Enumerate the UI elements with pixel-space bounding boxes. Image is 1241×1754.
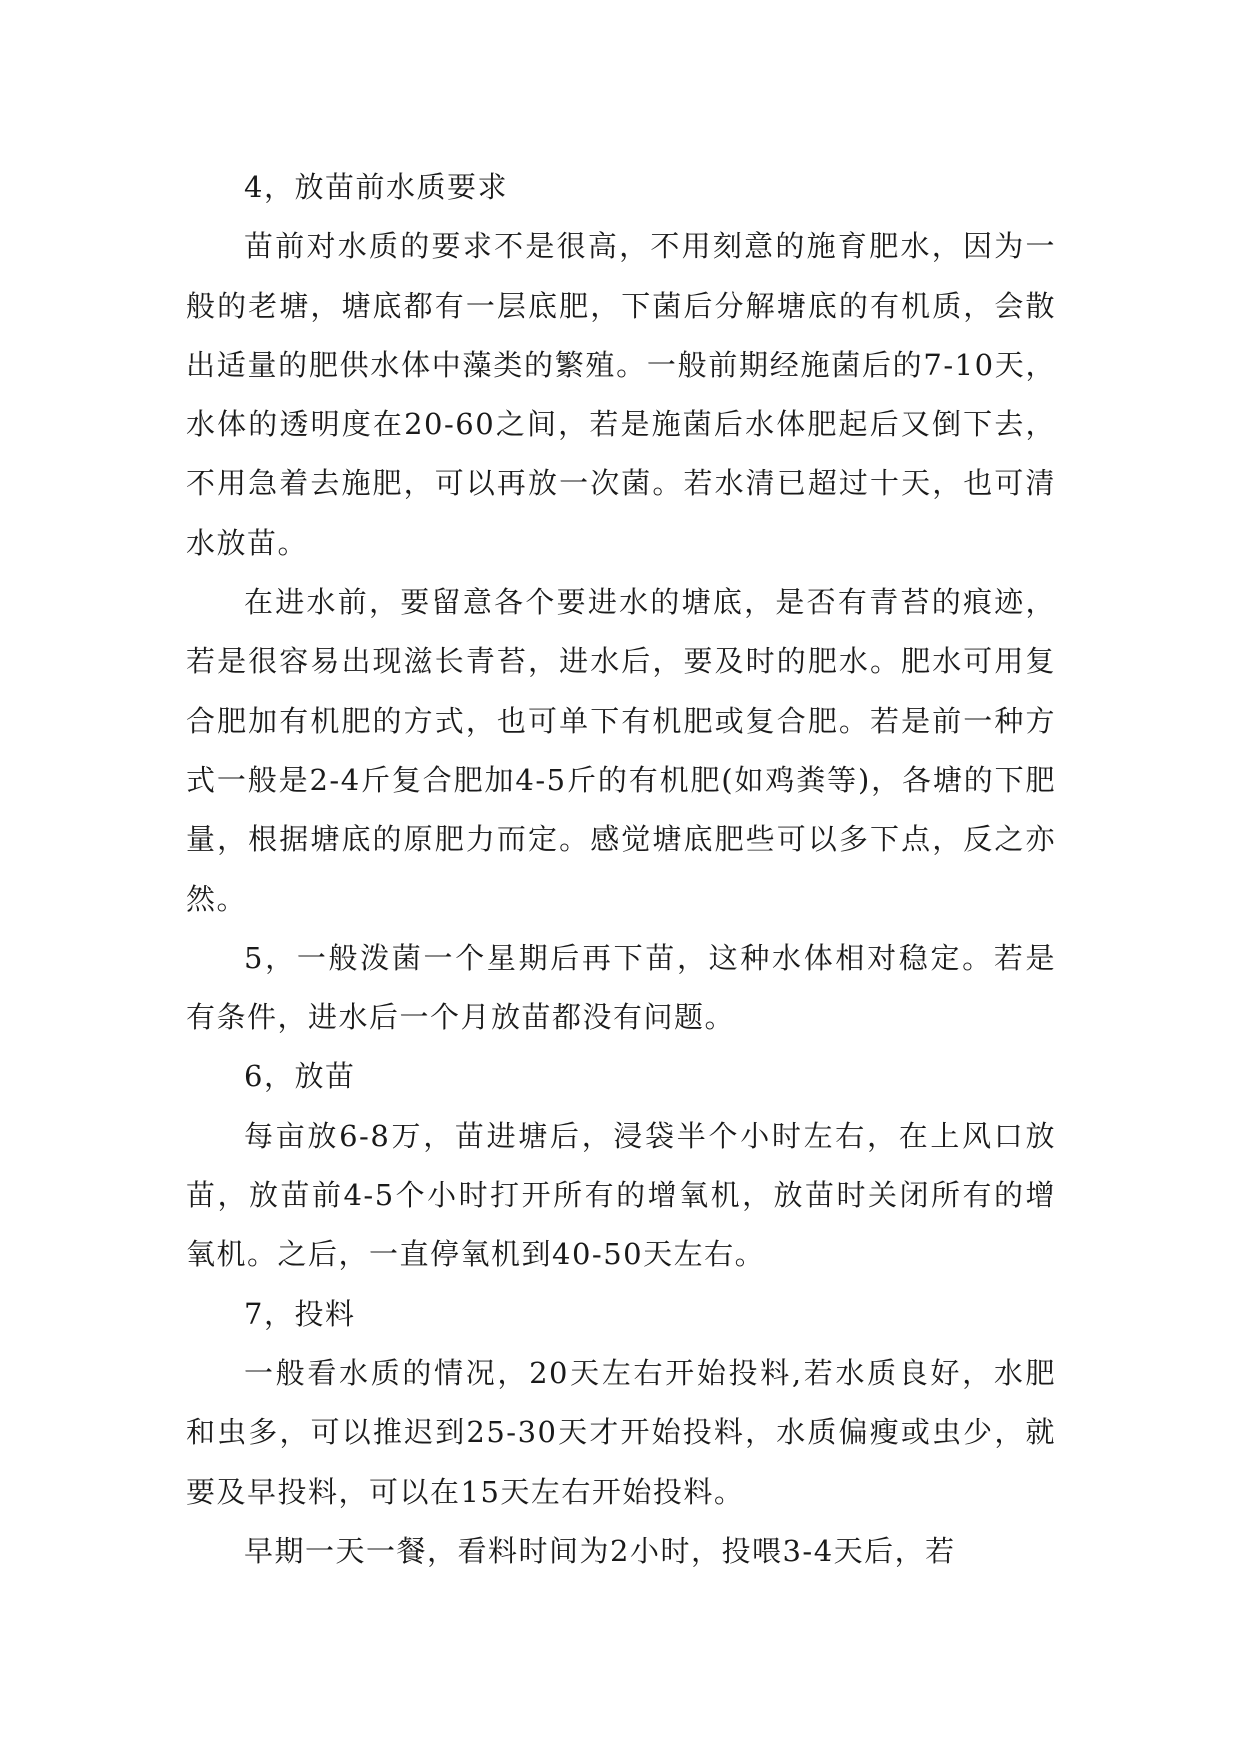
paragraph-before-water-intake: 在进水前，要留意各个要进水的塘底，是否有青苔的痕迹，若是很容易出现滋长青苔，进水后，要及时的肥水。肥水可用复合肥加有机肥的方式，也可单下有机肥或复合肥。若是前一种方式一般是2-4斤复合肥加4-5斤的有机肥(如鸡粪等)，各塘的下肥量，根据塘底的原肥力而定。感觉塘底肥些可以多下点，反之亦然。 xyxy=(186,585,1056,916)
section-heading-7: 7，投料 xyxy=(244,1296,356,1331)
section-5-paragraph: 5，一般泼菌一个星期后再下苗，这种水体相对稳定。若是有条件，进水后一个月放苗都没有问题。 xyxy=(186,940,1056,1035)
paragraph-stocking: 每亩放6-8万，苗进塘后，浸袋半个小时左右，在上风口放苗，放苗前4-5个小时打开所有的增氧机，放苗时关闭所有的增氧机。之后，一直停氧机到40-50天左右。 xyxy=(186,1118,1056,1272)
paragraph-early-feeding: 早期一天一餐，看料时间为2小时，投喂3-4天后，若 xyxy=(244,1533,956,1568)
paragraph-feeding-start: 一般看水质的情况，20天左右开始投料,若水质良好，水肥和虫多，可以推迟到25-30天才开始投料，水质偏瘦或虫少，就要及早投料，可以在15天左右开始投料。 xyxy=(186,1355,1056,1509)
document-body xyxy=(186,158,1056,1581)
paragraph-water-quality: 苗前对水质的要求不是很高，不用刻意的施育肥水，因为一般的老塘，塘底都有一层底肥，下菌后分解塘底的有机质，会散出适量的肥供水体中藻类的繁殖。一般前期经施菌后的7-10天，水体的透明度在20-60之间，若是施菌后水体肥起后又倒下去，不用急着去施肥，可以再放一次菌。若水清已超过十天，也可清水放苗。 xyxy=(186,229,1056,560)
section-heading-6: 6，放苗 xyxy=(244,1059,356,1094)
section-heading-4: 4，放苗前水质要求 xyxy=(244,170,508,204)
